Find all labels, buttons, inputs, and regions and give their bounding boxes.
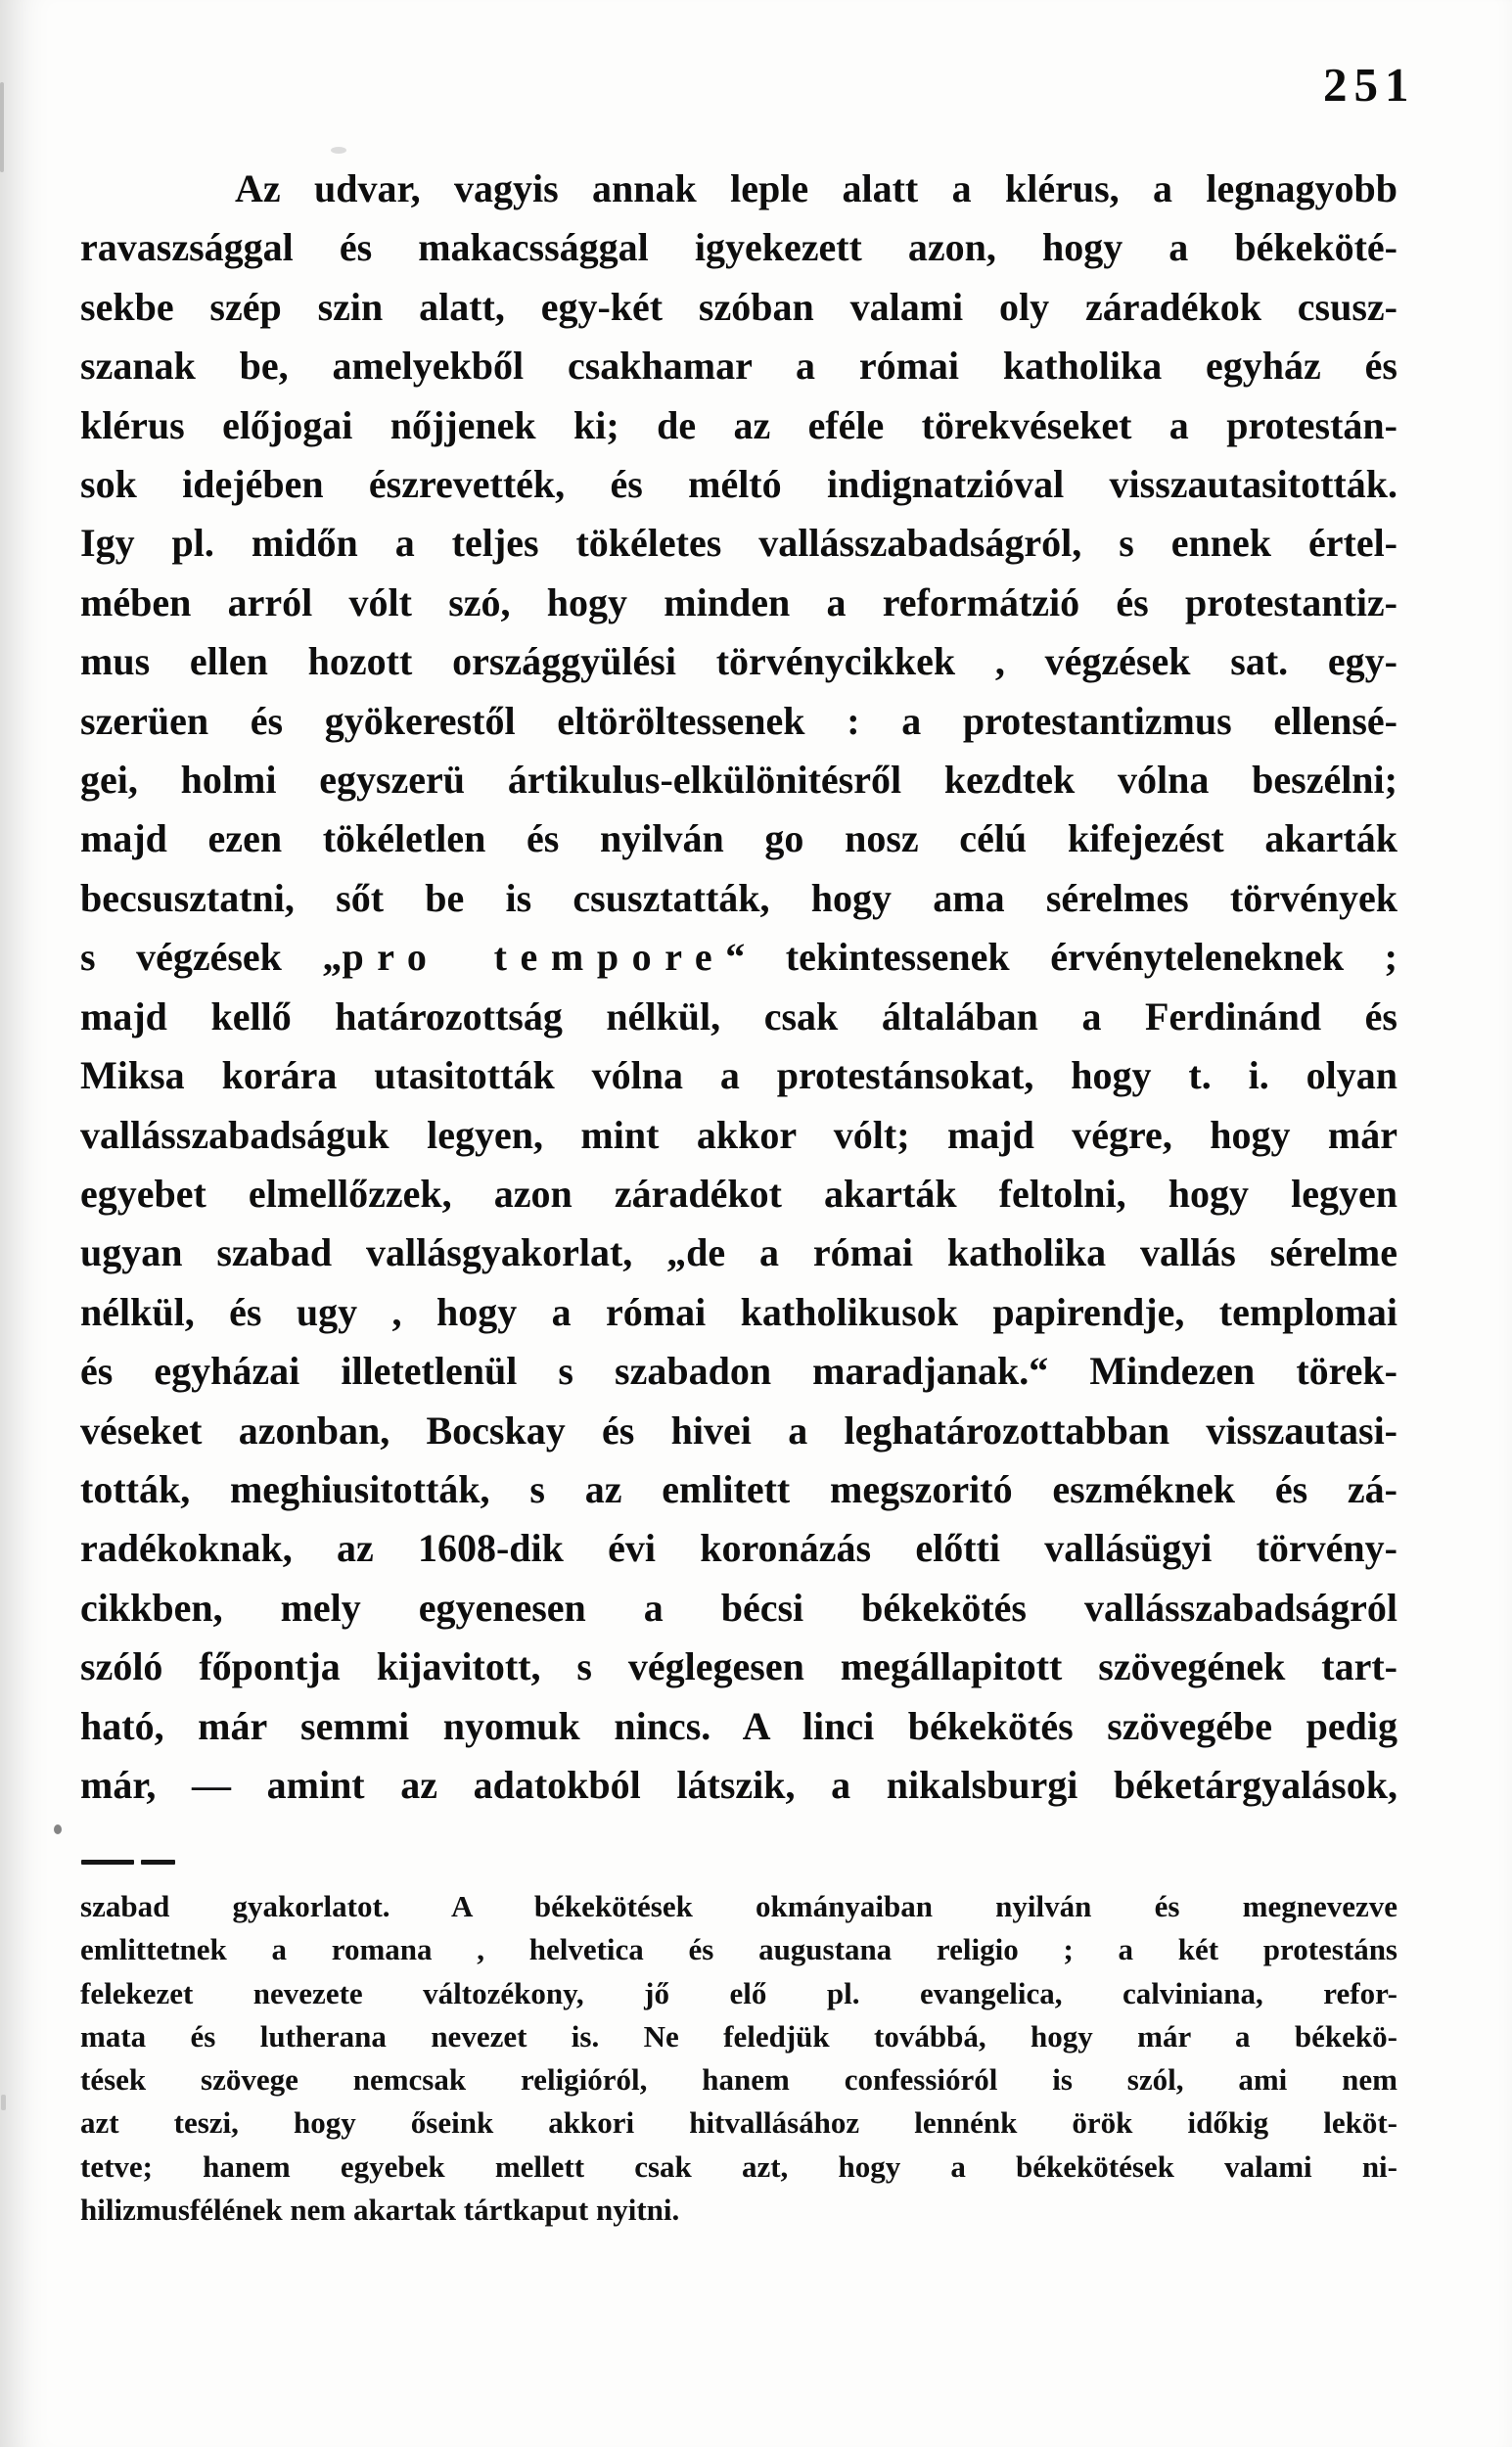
scan-speck: [0, 82, 4, 172]
text-line: majd kellő határozottság nélkül, csak általában a Ferdinánd és: [80, 993, 1397, 1039]
text-line: sok idejében észrevették, és méltó indignatzióval visszautasitották.: [80, 462, 1397, 507]
text-segment: s végzések „: [80, 935, 343, 980]
text-line: mében arról vólt szó, hogy minden a reformátzió és protestantiz-: [80, 579, 1397, 624]
body-text: [80, 160, 1397, 1815]
letterspaced-text: pro tempore: [342, 935, 726, 980]
text-line: [80, 928, 1397, 987]
text-line: szóló főpontja kijavitott, s véglegesen megállapitott szövegének tart-: [80, 1644, 1397, 1689]
page-number: 251: [1323, 58, 1416, 112]
text-line: egyebet elmellőzzek, azon záradékot akarták feltolni, hogy legyen: [80, 1171, 1397, 1216]
text-line: emlittetnek a romana , helvetica és augustana religio ; a két protestáns: [80, 1932, 1397, 1967]
text-line: szabad gyakorlatot. A békekötések okmányaiban nyilván és megnevezve: [80, 1889, 1397, 1923]
text-line: majd ezen tökéletlen és nyilván go nosz célú kifejezést akarták: [80, 816, 1397, 861]
text-line: azt teszi, hogy őseink akkori hitvallásához lennénk örök időkig leköt-: [80, 2105, 1397, 2141]
text-line: ható, már semmi nyomuk nincs. A linci békekötés szövegébe pedig: [80, 1703, 1397, 1748]
text-line: sekbe szép szin alatt, egy-két szóban valami oly záradékok csusz-: [80, 284, 1397, 329]
separator-dash: [141, 1860, 175, 1865]
text-line: tések szövege nemcsak religióról, hanem confessióról is szól, ami nem: [80, 2062, 1397, 2098]
text-line: és egyházai illetetlenül s szabadon maradjanak.“ Mindezen törek-: [80, 1349, 1397, 1394]
text-line: cikkben, mely egyenesen a bécsi békekötés vallásszabadságról: [80, 1585, 1397, 1630]
text-segment: “ tekintessenek érvényteleneknek ;: [725, 935, 1397, 980]
text-line: mus ellen hozott országgyülési törvénycikkek , végzések sat. egy-: [80, 639, 1397, 684]
text-line: hilizmusfélének nem akartak tártkaput nyitni.: [80, 2193, 680, 2228]
scan-speck: [1, 2095, 6, 2110]
text-line: vallásszabadságuk legyen, mint akkor vólt; majd végre, hogy már: [80, 1112, 1397, 1157]
text-line: szerüen és gyökerestől eltöröltessenek : a protestantizmus ellensé-: [80, 698, 1397, 743]
text-line: Igy pl. midőn a teljes tökéletes vallásszabadságról, s ennek értel-: [80, 521, 1397, 566]
text-line: Miksa korára utasitották vólna a protestánsokat, hogy t. i. olyan: [80, 1053, 1397, 1098]
scan-speck: [331, 147, 346, 154]
text-line: tották, meghiusitották, s az emlitett megszoritó eszméknek és zá-: [80, 1466, 1397, 1511]
text-line: véseket azonban, Bocskay és hivei a leghatározottabban visszautasi-: [80, 1408, 1397, 1453]
footnote-separator: [81, 1860, 189, 1866]
text-line: már, — amint az adatokból látszik, a nikalsburgi béketárgyalások,: [80, 1762, 1397, 1807]
text-line: szanak be, amelyekből csakhamar a római katholika egyház és: [80, 344, 1397, 389]
text-line: gei, holmi egyszerü ártikulus-elkülönitésről kezdtek vólna beszélni;: [80, 758, 1397, 803]
footnote-text: [80, 1885, 1397, 2232]
scan-speck: [54, 1824, 62, 1834]
text-line: klérus előjogai nőjjenek ki; de az eféle törekvéseket a protestán-: [80, 402, 1397, 447]
separator-dash: [81, 1860, 134, 1865]
text-line: nélkül, és ugy , hogy a római katholikusok papirendje, templomai: [80, 1289, 1397, 1334]
text-line: ugyan szabad vallásgyakorlat, „de a római katholika vallás sérelme: [80, 1230, 1397, 1275]
text-line: felekezet nevezete változékony, jő elő pl. evangelica, calviniana, refor-: [80, 1975, 1397, 2010]
text-line: radékoknak, az 1608-dik évi koronázás előtti vallásügyi törvény-: [80, 1526, 1397, 1571]
text-line: tetve; hanem egyebek mellett csak azt, hogy a békekötések valami ni-: [80, 2148, 1397, 2184]
text-line: mata és lutherana nevezet is. Ne feledjük továbbá, hogy már a békekö-: [80, 2018, 1397, 2054]
text-line: Az udvar, vagyis annak leple alatt a klérus, a legnagyobb: [235, 166, 1397, 210]
text-line: ravaszsággal és makacssággal igyekezett azon, hogy a békeköté-: [80, 225, 1397, 270]
text-line: becsusztatni, sőt be is csusztatták, hogy ama sérelmes törvények: [80, 875, 1397, 920]
